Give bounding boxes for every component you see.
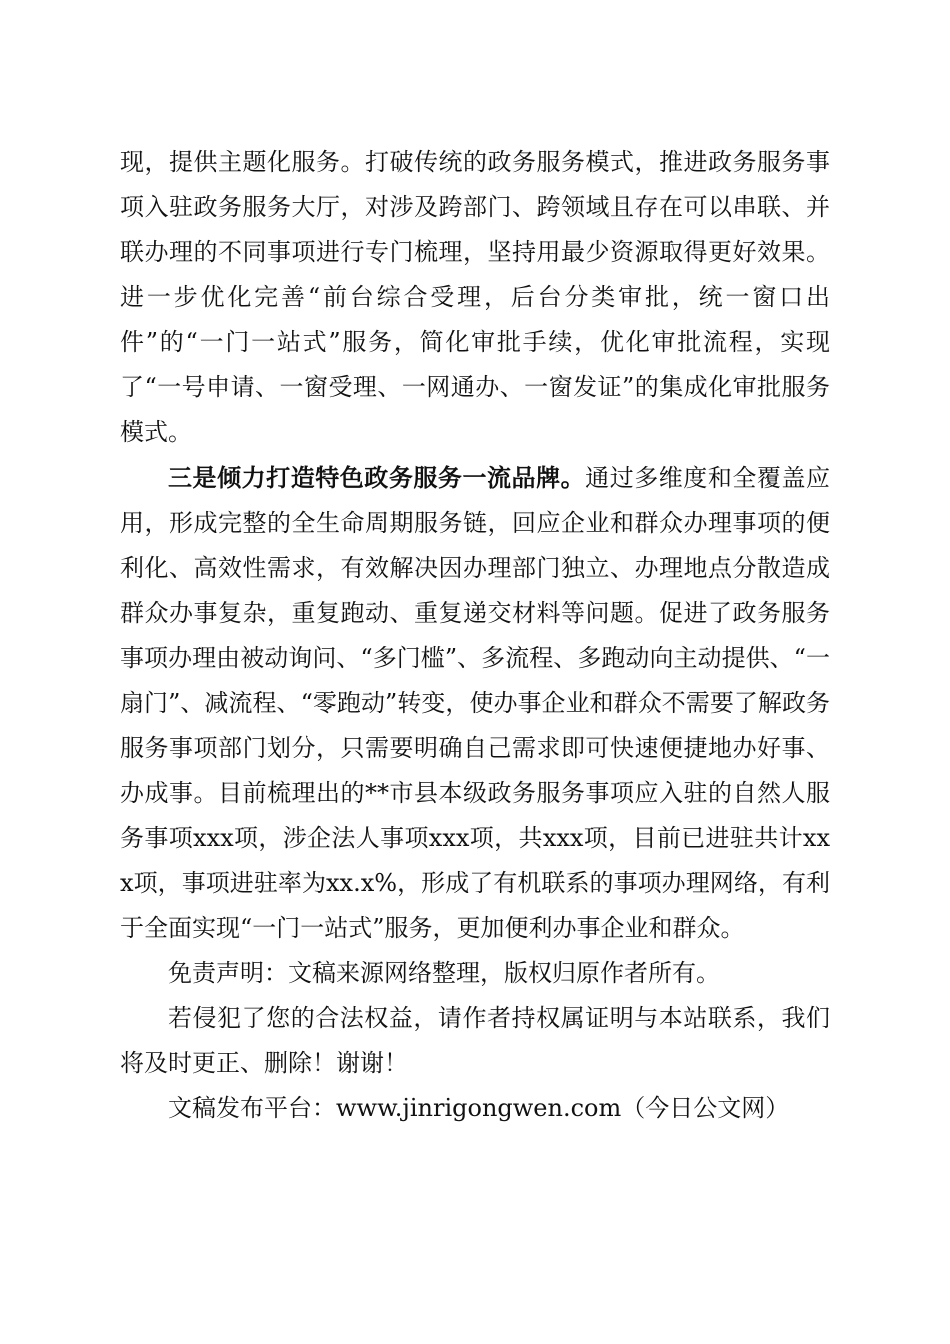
- paragraph-2-text: 通过多维度和全覆盖应用，形成完整的全生命周期服务链，回应企业和群众办理事项的便利化、高效性需求，有效解决因办理部门独立、办理地点分散造成群众办事复杂，重复跑动、重复递交材料等问题。促进了政务服务事项办理由被动询问、“多门槛”、多流程、多跑动向主动提供、“一扇门”、减流程、“零跑动”转变，使办事企业和群众不需要了解政务服务事项部门划分，只需要明确自己需求即可快速便捷地办好事、办成事。目前梳理出的**市县本级政务服务事项应入驻的自然人服务事项xxx项，涉企法人事项xxx项，共xxx项，目前已进驻共计xxx项，事项进驻率为xx.x%，形成了有机联系的事项办理网络，有利于全面实现“一门一站式”服务，更加便利办事企业和群众。: [120, 464, 831, 942]
- paragraph-1: 现，提供主题化服务。打破传统的政务服务模式，推进政务服务事项入驻政务服务大厅，对涉及跨部门、跨领域且存在可以串联、并联办理的不同事项进行专门梳理，坚持用最少资源取得更好效果。进一步优化完善“前台综合受理，后台分类审批，统一窗口出件”的“一门一站式”服务，简化审批手续，优化审批流程，实现了“一号申请、一窗受理、一网通办、一窗发证”的集成化审批服务模式。: [120, 148, 830, 446]
- document-body: [120, 140, 830, 1131]
- paragraph-2-lead: 三是倾力打造特色政务服务一流品牌。: [168, 463, 586, 492]
- paragraph-2: [120, 455, 830, 951]
- disclaimer-text: 免责声明：文稿来源网络整理，版权归原作者所有。: [168, 959, 720, 987]
- infringement-notice: 若侵犯了您的合法权益，请作者持权属证明与本站联系，我们将及时更正、删除！谢谢！: [120, 1004, 830, 1077]
- publishing-platform: 文稿发布平台：www.jinrigongwen.com（今日公文网）: [168, 1094, 790, 1122]
